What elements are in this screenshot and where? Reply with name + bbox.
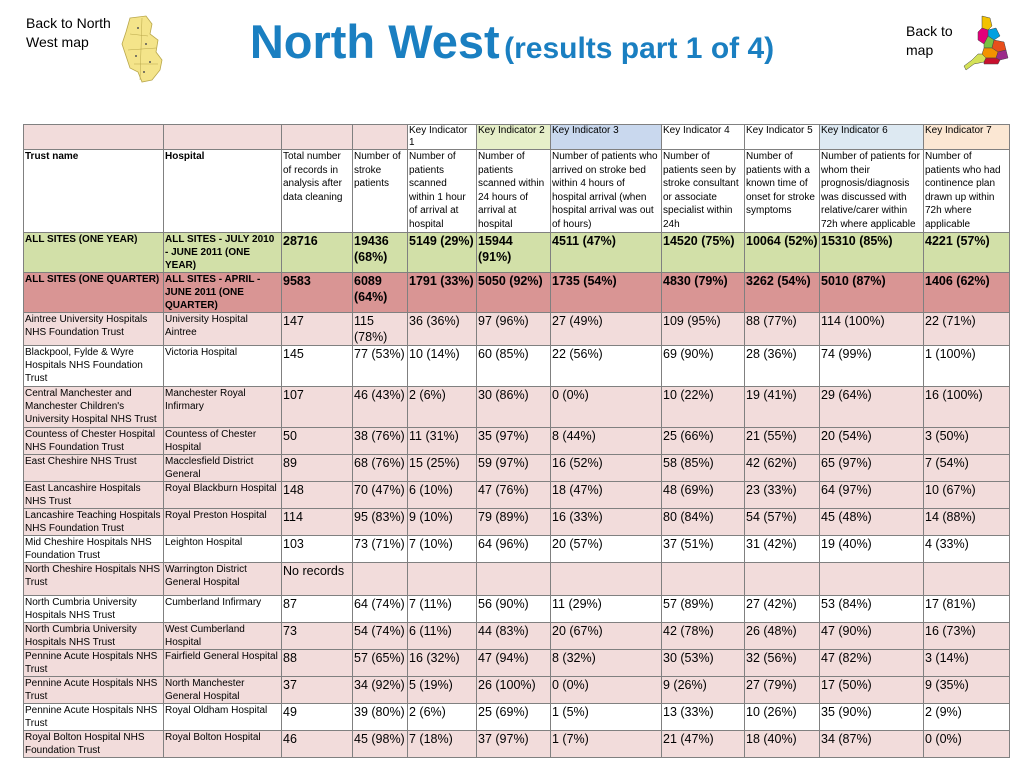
table-cell: 17 (50%) (820, 677, 924, 704)
table-cell: 65 (97%) (820, 455, 924, 482)
table-cell: ALL SITES (ONE QUARTER) (24, 273, 164, 313)
results-table (23, 124, 1010, 758)
table-cell: 56 (90%) (477, 596, 551, 623)
table-cell: 89 (282, 455, 353, 482)
table-cell: 3 (14%) (924, 650, 1010, 677)
table-cell: 20 (57%) (551, 536, 662, 563)
table-cell: 6089 (64%) (353, 273, 408, 313)
table-cell: Royal Bolton Hospital (164, 731, 282, 758)
table-cell: 114 (100%) (820, 313, 924, 346)
table-cell: 5149 (29%) (408, 233, 477, 273)
key-indicator-7: Key Indicator 7 (924, 125, 1010, 150)
column-header: Number of patients who had continence plan drawn up within 72h where applicable (924, 150, 1010, 233)
blank-cell (353, 125, 408, 150)
table-cell: 7 (18%) (408, 731, 477, 758)
table-cell: 109 (95%) (662, 313, 745, 346)
table-cell (551, 563, 662, 596)
table-cell: 9583 (282, 273, 353, 313)
table-cell: 16 (32%) (408, 650, 477, 677)
table-cell: 11 (29%) (551, 596, 662, 623)
table-cell: 0 (0%) (551, 677, 662, 704)
table-cell: 21 (55%) (745, 428, 820, 455)
table-row (24, 428, 1010, 455)
table-cell: 68 (76%) (353, 455, 408, 482)
table-cell: 58 (85%) (662, 455, 745, 482)
table-cell: ALL SITES - APRIL - JUNE 2011 (ONE QUARTER) (164, 273, 282, 313)
table-cell: 18 (47%) (551, 482, 662, 509)
table-cell: 7 (54%) (924, 455, 1010, 482)
table-cell: 60 (85%) (477, 346, 551, 387)
table-cell: 44 (83%) (477, 623, 551, 650)
column-header: Number of patients scanned within 1 hour of arrival at hospital (408, 150, 477, 233)
table-cell: 48 (69%) (662, 482, 745, 509)
table-cell: 148 (282, 482, 353, 509)
table-cell: 19 (40%) (820, 536, 924, 563)
table-cell: Pennine Acute Hospitals NHS Trust (24, 650, 164, 677)
table-cell: 95 (83%) (353, 509, 408, 536)
column-header: Number of patients who arrived on stroke bed within 4 hours of hospital arrival (when hospital arrival was out of hours) (551, 150, 662, 233)
table-cell: 64 (97%) (820, 482, 924, 509)
table-cell: North Cumbria University Hospitals NHS Trust (24, 596, 164, 623)
table-cell: 7 (11%) (408, 596, 477, 623)
table-cell: 32 (56%) (745, 650, 820, 677)
table-cell: Pennine Acute Hospitals NHS Trust (24, 677, 164, 704)
page-title (0, 14, 1024, 69)
table-cell: 1 (100%) (924, 346, 1010, 387)
table-cell: Manchester Royal Infirmary (164, 387, 282, 428)
table-cell: North Manchester General Hospital (164, 677, 282, 704)
table-row (24, 387, 1010, 428)
page-title-main: North West (249, 15, 500, 68)
table-cell: 10 (26%) (745, 704, 820, 731)
table-cell: 107 (282, 387, 353, 428)
table-cell: 70 (47%) (353, 482, 408, 509)
table-cell: ALL SITES - JULY 2010 - JUNE 2011 (ONE YEAR) (164, 233, 282, 273)
table-cell: 37 (97%) (477, 731, 551, 758)
table-cell: 88 (282, 650, 353, 677)
table-cell: 16 (100%) (924, 387, 1010, 428)
table-cell: 15310 (85%) (820, 233, 924, 273)
table-cell: Victoria Hospital (164, 346, 282, 387)
table-row (24, 563, 1010, 596)
table-cell: 23 (33%) (745, 482, 820, 509)
key-indicator-row (24, 125, 1010, 150)
table-cell (408, 563, 477, 596)
table-cell: Countess of Chester Hospital (164, 428, 282, 455)
key-indicator-5: Key Indicator 5 (745, 125, 820, 150)
table-cell: 6 (10%) (408, 482, 477, 509)
table-cell: 20 (54%) (820, 428, 924, 455)
table-cell: 49 (282, 704, 353, 731)
table-cell: 1 (5%) (551, 704, 662, 731)
table-cell: 2 (9%) (924, 704, 1010, 731)
table-cell: 21 (47%) (662, 731, 745, 758)
table-cell: 54 (57%) (745, 509, 820, 536)
key-indicator-3: Key Indicator 3 (551, 125, 662, 150)
table-row (24, 677, 1010, 704)
table-cell: 88 (77%) (745, 313, 820, 346)
table-cell: 145 (282, 346, 353, 387)
table-cell: 103 (282, 536, 353, 563)
table-cell: 4 (33%) (924, 536, 1010, 563)
table-cell: University Hospital Aintree (164, 313, 282, 346)
table-cell: 73 (71%) (353, 536, 408, 563)
table-cell: 36 (36%) (408, 313, 477, 346)
table-cell: 30 (53%) (662, 650, 745, 677)
table-cell (477, 563, 551, 596)
table-row (24, 455, 1010, 482)
back-to-map-link[interactable]: Back to map (906, 23, 953, 58)
table-cell: 1735 (54%) (551, 273, 662, 313)
column-header: Total number of records in analysis after data cleaning (282, 150, 353, 233)
table-row (24, 596, 1010, 623)
table-cell: 10 (67%) (924, 482, 1010, 509)
table-cell: 30 (86%) (477, 387, 551, 428)
table-row (24, 704, 1010, 731)
table-cell: 73 (282, 623, 353, 650)
table-row (24, 623, 1010, 650)
table-cell: 29 (64%) (820, 387, 924, 428)
column-header: Number of patients with a known time of onset for stroke symptoms (745, 150, 820, 233)
table-cell: No records (282, 563, 353, 596)
table-cell: 47 (90%) (820, 623, 924, 650)
table-cell: 15944 (91%) (477, 233, 551, 273)
table-cell: 46 (43%) (353, 387, 408, 428)
table-cell: 5050 (92%) (477, 273, 551, 313)
table-cell: 0 (0%) (924, 731, 1010, 758)
back-to-north-west-map-link[interactable]: Back to North West map (26, 15, 111, 50)
table-cell (353, 563, 408, 596)
table-cell: 18 (40%) (745, 731, 820, 758)
table-cell: 37 (51%) (662, 536, 745, 563)
all-sites-one-quarter-row (24, 273, 1010, 313)
blank-cell (164, 125, 282, 150)
table-cell: 114 (282, 509, 353, 536)
table-cell: Central Manchester and Manchester Children's University Hospital NHS Trust (24, 387, 164, 428)
table-cell: 19 (41%) (745, 387, 820, 428)
table-cell: 26 (48%) (745, 623, 820, 650)
england-regions-map-icon[interactable] (962, 14, 1012, 72)
table-cell: Pennine Acute Hospitals NHS Trust (24, 704, 164, 731)
key-indicator-2: Key Indicator 2 (477, 125, 551, 150)
table-cell: Royal Oldham Hospital (164, 704, 282, 731)
table-cell: 39 (80%) (353, 704, 408, 731)
table-cell: 8 (32%) (551, 650, 662, 677)
table-cell: 10 (14%) (408, 346, 477, 387)
table-cell: 37 (282, 677, 353, 704)
table-cell: 9 (10%) (408, 509, 477, 536)
table-cell (745, 563, 820, 596)
table-row (24, 346, 1010, 387)
table-cell: Lancashire Teaching Hospitals NHS Foundation Trust (24, 509, 164, 536)
table-cell: 42 (62%) (745, 455, 820, 482)
all-sites-one-year-row (24, 233, 1010, 273)
table-row (24, 536, 1010, 563)
table-cell: Royal Preston Hospital (164, 509, 282, 536)
table-cell: 42 (78%) (662, 623, 745, 650)
table-cell: Royal Bolton Hospital NHS Foundation Trust (24, 731, 164, 758)
table-cell: 47 (82%) (820, 650, 924, 677)
table-cell: Warrington District General Hospital (164, 563, 282, 596)
table-cell: 0 (0%) (551, 387, 662, 428)
table-cell: 34 (87%) (820, 731, 924, 758)
table-row (24, 731, 1010, 758)
table-cell: Leighton Hospital (164, 536, 282, 563)
table-cell: 31 (42%) (745, 536, 820, 563)
table-cell: 20 (67%) (551, 623, 662, 650)
table-cell: ALL SITES (ONE YEAR) (24, 233, 164, 273)
table-cell: 80 (84%) (662, 509, 745, 536)
table-cell: 4511 (47%) (551, 233, 662, 273)
table-row (24, 482, 1010, 509)
table-cell: 27 (42%) (745, 596, 820, 623)
table-cell: 19436 (68%) (353, 233, 408, 273)
blank-cell (282, 125, 353, 150)
table-cell: 35 (97%) (477, 428, 551, 455)
table-cell: Royal Blackburn Hospital (164, 482, 282, 509)
column-header: Trust name (24, 150, 164, 233)
table-cell: 1791 (33%) (408, 273, 477, 313)
table-cell: 64 (96%) (477, 536, 551, 563)
table-cell: 87 (282, 596, 353, 623)
table-cell: 5 (19%) (408, 677, 477, 704)
table-row (24, 313, 1010, 346)
table-cell: 13 (33%) (662, 704, 745, 731)
table-cell: 50 (282, 428, 353, 455)
table-cell: 4830 (79%) (662, 273, 745, 313)
table-cell: 47 (94%) (477, 650, 551, 677)
table-cell: 10 (22%) (662, 387, 745, 428)
table-row (24, 509, 1010, 536)
table-cell: North Cumbria University Hospitals NHS Trust (24, 623, 164, 650)
table-cell: 7 (10%) (408, 536, 477, 563)
table-cell: 22 (56%) (551, 346, 662, 387)
table-cell: 2 (6%) (408, 704, 477, 731)
table-cell: 79 (89%) (477, 509, 551, 536)
table-cell: North Cheshire Hospitals NHS Trust (24, 563, 164, 596)
table-cell: 77 (53%) (353, 346, 408, 387)
column-header: Number of patients for whom their prognosis/diagnosis was discussed with relative/carer within 72h where applicable (820, 150, 924, 233)
table-cell: 9 (26%) (662, 677, 745, 704)
table-cell: Cumberland Infirmary (164, 596, 282, 623)
table-cell: 10064 (52%) (745, 233, 820, 273)
table-cell: 28 (36%) (745, 346, 820, 387)
table-cell: 14 (88%) (924, 509, 1010, 536)
table-cell: 47 (76%) (477, 482, 551, 509)
table-cell: 57 (89%) (662, 596, 745, 623)
table-cell: 28716 (282, 233, 353, 273)
blank-cell (24, 125, 164, 150)
key-indicator-6: Key Indicator 6 (820, 125, 924, 150)
table-cell: 11 (31%) (408, 428, 477, 455)
header-row (24, 150, 1010, 233)
table-cell (820, 563, 924, 596)
table-cell: 16 (33%) (551, 509, 662, 536)
key-indicator-4: Key Indicator 4 (662, 125, 745, 150)
table-cell: 3 (50%) (924, 428, 1010, 455)
table-cell: 46 (282, 731, 353, 758)
table-cell: 22 (71%) (924, 313, 1010, 346)
table-cell: 54 (74%) (353, 623, 408, 650)
table-cell: 97 (96%) (477, 313, 551, 346)
table-cell: 69 (90%) (662, 346, 745, 387)
table-cell (924, 563, 1010, 596)
table-cell: 9 (35%) (924, 677, 1010, 704)
table-cell: 6 (11%) (408, 623, 477, 650)
table-cell: 147 (282, 313, 353, 346)
table-cell: 74 (99%) (820, 346, 924, 387)
table-cell: 27 (79%) (745, 677, 820, 704)
column-header: Number of stroke patients (353, 150, 408, 233)
table-cell: 8 (44%) (551, 428, 662, 455)
table-cell: 25 (69%) (477, 704, 551, 731)
table-cell: 64 (74%) (353, 596, 408, 623)
table-cell: Mid Cheshire Hospitals NHS Foundation Trust (24, 536, 164, 563)
table-cell: 2 (6%) (408, 387, 477, 428)
table-cell: 35 (90%) (820, 704, 924, 731)
table-cell: Fairfield General Hospital (164, 650, 282, 677)
column-header: Number of patients seen by stroke consultant or associate specialist within 24h (662, 150, 745, 233)
key-indicator-1: Key Indicator 1 (408, 125, 477, 150)
table-cell: 45 (48%) (820, 509, 924, 536)
table-cell: Macclesfield District General (164, 455, 282, 482)
table-cell: 4221 (57%) (924, 233, 1010, 273)
table-cell: 17 (81%) (924, 596, 1010, 623)
table-cell: Blackpool, Fylde & Wyre Hospitals NHS Foundation Trust (24, 346, 164, 387)
table-row (24, 650, 1010, 677)
table-cell: 57 (65%) (353, 650, 408, 677)
table-cell: West Cumberland Hospital (164, 623, 282, 650)
table-cell: East Cheshire NHS Trust (24, 455, 164, 482)
table-cell: Countess of Chester Hospital NHS Foundation Trust (24, 428, 164, 455)
table-cell: 25 (66%) (662, 428, 745, 455)
table-cell: 5010 (87%) (820, 273, 924, 313)
table-cell: 14520 (75%) (662, 233, 745, 273)
table-cell: 3262 (54%) (745, 273, 820, 313)
table-cell: 38 (76%) (353, 428, 408, 455)
table-cell: 53 (84%) (820, 596, 924, 623)
column-header: Number of patients scanned within 24 hours of arrival at hospital (477, 150, 551, 233)
table-cell: 1 (7%) (551, 731, 662, 758)
table-cell: 115 (78%) (353, 313, 408, 346)
table-cell: 34 (92%) (353, 677, 408, 704)
table-cell (662, 563, 745, 596)
table-cell: 15 (25%) (408, 455, 477, 482)
table-cell: 16 (73%) (924, 623, 1010, 650)
table-cell: East Lancashire Hospitals NHS Trust (24, 482, 164, 509)
table-cell: 59 (97%) (477, 455, 551, 482)
page-title-sub: (results part 1 of 4) (504, 32, 775, 65)
table-cell: 26 (100%) (477, 677, 551, 704)
table-cell: 27 (49%) (551, 313, 662, 346)
table-cell: 1406 (62%) (924, 273, 1010, 313)
table-cell: Aintree University Hospitals NHS Foundation Trust (24, 313, 164, 346)
table-cell: 16 (52%) (551, 455, 662, 482)
column-header: Hospital (164, 150, 282, 233)
table-cell: 45 (98%) (353, 731, 408, 758)
